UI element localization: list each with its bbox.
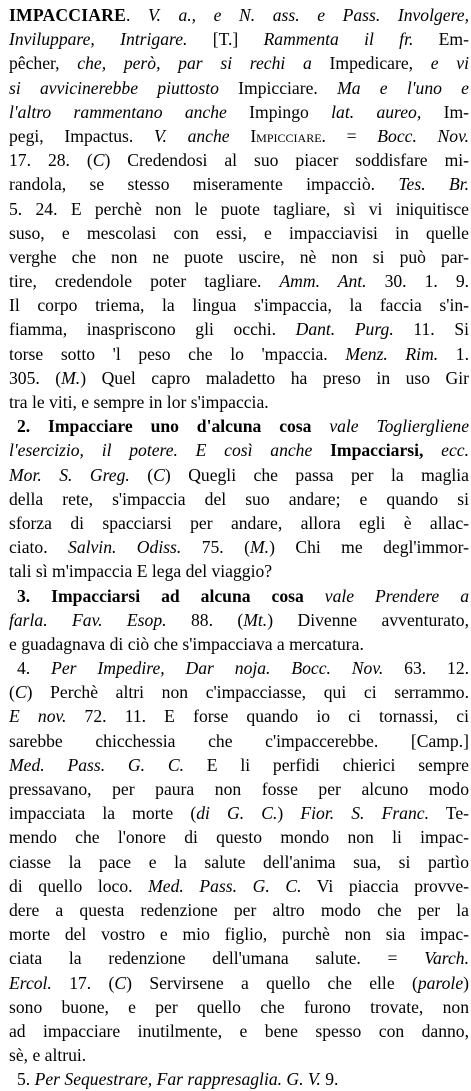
text-run: Inviluppare, Intrigare.	[9, 29, 188, 50]
text-run: torse sotto 'l peso che lo 'mpaccia.	[9, 343, 346, 364]
text-run: Em-	[413, 29, 469, 50]
text-run: 88. (	[166, 609, 244, 630]
text-run: 4.	[17, 658, 52, 679]
text-run: mendo che l'onore di questo mondo non li impac-	[9, 827, 469, 848]
text-run: Impacciarsi,	[330, 440, 424, 461]
entry-line	[9, 971, 469, 995]
text-run: Salvin. Odiss.	[68, 537, 182, 558]
text-run: C	[14, 682, 27, 703]
text-run: Vi piaccia provve-	[301, 875, 469, 896]
text-run: Bocc. Nov.	[377, 125, 469, 146]
entry-line	[9, 1043, 469, 1067]
entry-line	[9, 27, 469, 51]
text-run: suso, e mescolasi con essi, e impacciavisi in quelle	[9, 222, 469, 243]
text-run: 63. 12.	[383, 658, 469, 679]
entry-line	[9, 124, 469, 148]
text-run: . =	[321, 125, 378, 146]
text-run: lat. aureo,	[331, 101, 422, 122]
entry-line	[9, 898, 469, 922]
text-run: (	[9, 682, 15, 703]
text-run: C	[114, 972, 127, 993]
text-run: pressavano, per paura non fosse per alcuno modo	[9, 779, 469, 799]
text-run: Impedicare,	[311, 53, 431, 74]
text-run	[230, 126, 251, 146]
text-run: ) Perchè altri non c'impacciasse, qui ci serrammo.	[26, 682, 469, 703]
entry-line	[9, 753, 469, 777]
text-run: C	[153, 464, 165, 485]
text-run: V. a., e N. ass. e Pass. Involgere,	[148, 5, 469, 25]
text-run: verghe che non ne puote uscire, nè non si può par-	[9, 246, 469, 267]
text-run: Ercol.	[9, 972, 52, 993]
entry-line	[9, 559, 469, 583]
text-run: 72. 11. E forse quando io ci tornassi, ci	[66, 706, 469, 727]
entry-line	[9, 342, 469, 366]
text-run: l'altro rammentano anche	[9, 101, 227, 122]
text-run: vale Togliergliene	[329, 416, 469, 437]
text-run: (	[129, 464, 154, 485]
entry-line	[9, 704, 469, 728]
entry-line	[9, 995, 469, 1019]
entry-line	[9, 51, 469, 75]
text-run: parole	[417, 972, 464, 993]
entry-line	[9, 1019, 469, 1043]
entry-line	[9, 825, 469, 849]
text-run: 75. (	[181, 537, 250, 558]
headword: IMPACCIARE	[9, 5, 127, 25]
text-run: Impicciare.	[218, 77, 338, 98]
text-run: 5.	[17, 1069, 35, 1090]
text-run: Impingo	[226, 101, 332, 122]
entry-line	[9, 777, 469, 801]
text-run: ) Divenne avventurato,	[267, 609, 469, 630]
text-run: 11. Si	[393, 319, 469, 340]
text-run: 1.	[438, 343, 469, 364]
text-run: Tes. Br.	[398, 174, 469, 195]
text-run: dere a questa redenzione per altro modo che per la	[9, 899, 469, 920]
text-run: 2. Impacciare uno d'alcuna cosa	[17, 416, 312, 437]
text-run: M.	[250, 537, 270, 558]
text-run: V. anche	[154, 125, 230, 146]
text-run: Mt.	[243, 609, 268, 630]
entry-line	[9, 656, 469, 680]
text-run: ) Quel capro maladetto ha preso in uso Gir	[80, 367, 469, 388]
text-run: Menz. Rim.	[345, 343, 439, 364]
entry-line	[9, 632, 469, 656]
text-run: E li perfidi chierici sempre	[183, 754, 469, 775]
text-run: si avvicinerebbe piuttosto	[9, 77, 219, 98]
entry-line	[9, 269, 469, 293]
entry-line	[9, 487, 469, 511]
text-run: tali sì m'impaccia E lega del viaggio?	[9, 561, 273, 582]
text-run: ciata la redenzione dell'umana salute. =	[9, 948, 425, 969]
entry-line	[9, 729, 469, 753]
text-run: sforza di spacciarsi per andare, allora egli è allac-	[9, 512, 469, 533]
dictionary-entry	[9, 3, 469, 1091]
entry-line	[9, 463, 469, 487]
entry-line	[9, 438, 469, 462]
text-run: 3. Impacciarsi ad alcuna cosa	[17, 585, 304, 606]
text-run: tra le viti, e sempre in lor s'impaccia.	[9, 392, 269, 412]
text-run: 17. 28. (	[9, 150, 93, 171]
text-run: di quello loco.	[9, 875, 149, 896]
text-run: pêcher,	[9, 53, 78, 74]
text-run: [T.]	[187, 29, 264, 50]
entry-line	[9, 172, 469, 196]
entry-line	[9, 535, 469, 559]
text-run: Amm. Ant.	[279, 271, 367, 292]
text-run: ) Servirsene a quello che elle (	[126, 972, 418, 993]
entry-line	[9, 1067, 469, 1091]
entry-line	[9, 148, 469, 172]
text-run: Per Sequestrare, Far rappresaglia. G. V.	[34, 1069, 321, 1090]
text-run	[311, 416, 329, 436]
text-run: fiamma, inaspriscono gli occhi.	[9, 319, 296, 340]
text-run: Ma e l'uno e	[337, 77, 469, 98]
text-run: Varch.	[424, 948, 469, 969]
text-run: e guadagnava di ciò che s'impacciava a mercatura.	[9, 633, 364, 654]
entry-line	[9, 414, 469, 438]
text-run: morte del vostro e mio figlio, purchè non sia impac-	[9, 924, 469, 945]
text-run: Per Impedire, Dar noja. Bocc. Nov.	[51, 658, 384, 679]
text-run	[423, 440, 441, 460]
text-run: ecc.	[441, 440, 469, 461]
entry-line	[9, 293, 469, 317]
entry-headline	[9, 3, 469, 27]
text-run: Te-	[428, 803, 469, 824]
text-run: ) Chi me degl'immor-	[269, 537, 469, 558]
entry-line	[9, 922, 469, 946]
text-run: pegi, Impactus.	[9, 125, 154, 146]
text-run: C	[92, 150, 105, 171]
text-run: randola, se stesso miseramente impacciò.	[9, 174, 399, 195]
text-run: della rete, s'impaccia del suo andare; e quando si	[9, 488, 469, 509]
text-run: sè, e altrui.	[9, 1045, 87, 1066]
entry-line	[9, 100, 469, 124]
text-run: di G. C.	[196, 803, 278, 824]
text-run: 30. 1. 9.	[366, 271, 469, 292]
text-run: che, però, par si rechi a	[77, 53, 312, 74]
text-run: ) Credendosi al suo piacer soddisfare mi-	[104, 150, 469, 171]
text-run: )	[277, 803, 301, 824]
entry-line	[9, 366, 469, 390]
text-run: Impicciare	[250, 125, 322, 146]
entry-line	[9, 245, 469, 269]
text-run: Dant. Purg.	[295, 319, 394, 340]
text-run: Im-	[421, 101, 469, 122]
text-run: 5. 24. E perchè non le puote tagliare, sì vi iniquitisce	[9, 198, 469, 219]
entry-line	[9, 801, 469, 825]
text-run: M.	[61, 367, 81, 388]
text-run: ciato.	[9, 537, 69, 558]
text-run	[312, 440, 330, 460]
text-run: Il corpo triema, la lingua s'impaccia, la faccia s'in-	[9, 295, 469, 316]
text-run: l'esercizio, il potere. E così anche	[9, 440, 313, 461]
text-run: ciasse la pace e la salute dell'anima sua, si partìo	[9, 851, 469, 872]
text-run: Med. Pass. G. C.	[9, 754, 184, 775]
entry-line	[9, 317, 469, 341]
text-run: )	[463, 972, 469, 993]
entry-line	[9, 874, 469, 898]
text-run: Med. Pass. G. C.	[148, 875, 302, 896]
text-run: 305. (	[9, 367, 62, 388]
text-run: Rammenta il fr.	[263, 29, 414, 50]
text-run: ) Quegli che passa per la maglia	[164, 464, 469, 485]
text-run: tire, credendole poter tagliare.	[9, 271, 280, 292]
text-run: E nov.	[9, 706, 67, 727]
entry-line	[9, 76, 469, 100]
entry-line	[9, 197, 469, 221]
text-run: sarebbe chicchessia che c'impaccerebbe. [Camp.]	[9, 730, 469, 751]
text-run: farla. Fav. Esop.	[9, 609, 167, 630]
text-run: sono buone, e per quello che furono trovate, non	[9, 996, 469, 1017]
entry-line	[9, 511, 469, 535]
text-run: ad impacciare inutilmente, e bene spesso con danno,	[9, 1020, 469, 1041]
text-run: 9.	[320, 1069, 339, 1090]
entry-line	[9, 608, 469, 632]
text-run	[304, 586, 325, 606]
entry-line	[9, 221, 469, 245]
text-run: e vi	[430, 53, 469, 74]
entry-line	[9, 680, 469, 704]
entry-line	[9, 946, 469, 970]
text-run: vale Prendere a	[324, 585, 469, 606]
text-run: .	[126, 5, 148, 25]
entry-line	[9, 850, 469, 874]
text-run: Fior. S. Franc.	[300, 803, 429, 824]
entry-line	[9, 390, 469, 414]
text-run: impacciata la morte (	[9, 803, 197, 824]
text-run: Mor. S. Greg.	[9, 464, 130, 485]
text-run: 17. (	[51, 972, 115, 993]
entry-line	[9, 584, 469, 608]
